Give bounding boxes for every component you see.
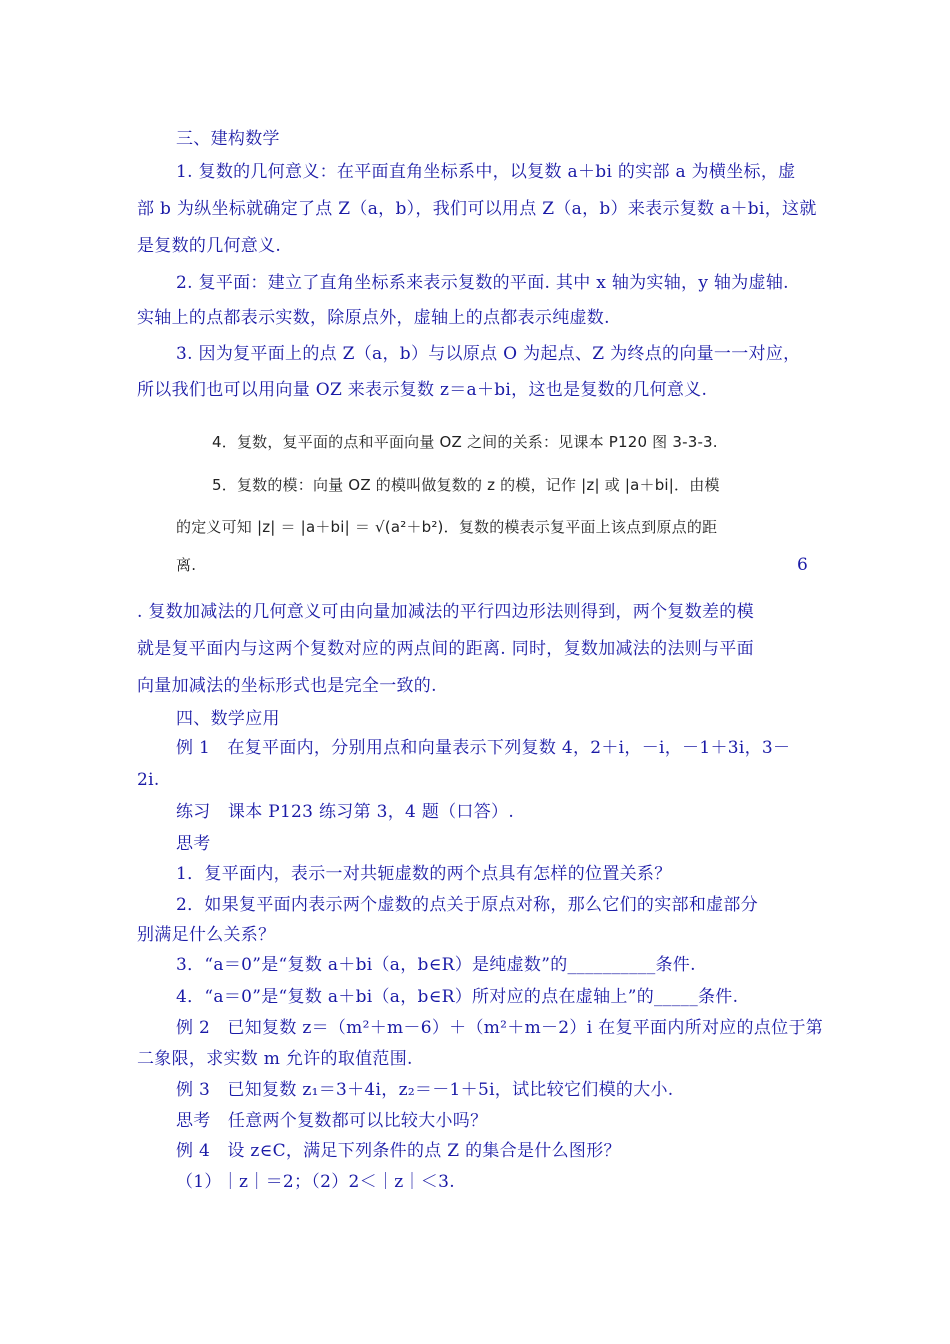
example-4: 例 4 设 z∈C，满足下列条件的点 Z 的集合是什么图形？ — [176, 1141, 621, 1161]
paragraph-complex-plane-line-1: 2. 复平面：建立了直角坐标系来表示复数的平面. 其中 x 轴为实轴，y 轴为虚轴. — [176, 273, 789, 293]
paragraph-complex-plane-line-2: 实轴上的点都表示实数，除原点外，虚轴上的点都表示纯虚数. — [137, 308, 610, 328]
think-2: 思考 任意两个复数都可以比较大小吗？ — [176, 1111, 488, 1131]
paragraph-relationship: 4．复数，复平面的点和平面向量 OZ 之间的关系：见课本 P120 图 3-3-3. — [212, 433, 718, 451]
example-1-line-1: 例 1 在复平面内，分别用点和向量表示下列复数 4，2＋i，－i，－1＋3i，3－ — [176, 738, 791, 758]
question-4: 4．“a＝0”是“复数 a＋bi（a，b∈R）所对应的点在虚轴上”的_____条件. — [176, 987, 739, 1007]
paragraph-vector-correspondence-line-2: 所以我们也可以用向量 OZ 来表示复数 z＝a＋bi，这也是复数的几何意义. — [137, 380, 708, 400]
paragraph-add-subtract-line-2: 就是复平面内与这两个复数对应的两点间的距离. 同时，复数加减法的法则与平面 — [137, 639, 754, 659]
example-2-line-1: 例 2 已知复数 z＝（m²＋m－6）＋（m²＋m－2）i 在复平面内所对应的点位于第 — [176, 1018, 824, 1038]
think-label: 思考 — [176, 834, 211, 854]
example-2-line-2: 二象限，求实数 m 允许的取值范围. — [137, 1049, 413, 1069]
paragraph-vector-correspondence-line-1: 3. 因为复平面上的点 Z（a，b）与以原点 O 为起点、Z 为终点的向量一一对应， — [176, 344, 801, 364]
paragraph-geometric-meaning-line-2: 部 b 为纵坐标就确定了点 Z（a，b），我们可以用点 Z（a，b）来表示复数 a＋bi，这就 — [137, 199, 817, 219]
section-heading-application: 四、数学应用 — [176, 709, 280, 729]
paragraph-add-subtract-line-3: 向量加减法的坐标形式也是完全一致的. — [137, 676, 437, 696]
paragraph-add-subtract-line-1: . 复数加减法的几何意义可由向量加减法的平行四边形法则得到，两个复数差的模 — [137, 602, 754, 622]
example-3: 例 3 已知复数 z₁＝3＋4i，z₂＝－1＋5i，试比较它们模的大小. — [176, 1080, 674, 1100]
paragraph-modulus-line-3: 离. — [176, 556, 197, 574]
question-3: 3．“a＝0”是“复数 a＋bi（a，b∈R）是纯虚数”的__________条件. — [176, 955, 696, 975]
question-1: 1．复平面内，表示一对共轭虚数的两个点具有怎样的位置关系？ — [176, 864, 672, 884]
example-1-line-2: 2i. — [137, 770, 160, 790]
question-2-line-2: 别满足什么关系？ — [137, 925, 276, 945]
paragraph-number-6: 6 — [797, 555, 808, 575]
example-4-conditions: （1）｜z｜＝2；（2）2＜｜z｜＜3. — [176, 1172, 455, 1192]
paragraph-modulus-line-1: 5．复数的模：向量 OZ 的模叫做复数的 z 的模，记作 |z| 或 |a＋bi|．由模 — [212, 476, 720, 494]
paragraph-geometric-meaning-line-1: 1. 复数的几何意义：在平面直角坐标系中，以复数 a＋bi 的实部 a 为横坐标，虚 — [176, 162, 796, 182]
paragraph-modulus-line-2: 的定义可知 |z| ＝ |a＋bi| ＝ √(a²＋b²)．复数的模表示复平面上该点到原点的距 — [176, 518, 718, 536]
paragraph-geometric-meaning-line-3: 是复数的几何意义. — [137, 236, 282, 256]
question-2-line-1: 2．如果复平面内表示两个虚数的点关于原点对称，那么它们的实部和虚部分 — [176, 895, 759, 915]
section-heading-construct: 三、建构数学 — [176, 129, 280, 149]
practice-line: 练习 课本 P123 练习第 3，4 题（口答）. — [176, 802, 515, 822]
